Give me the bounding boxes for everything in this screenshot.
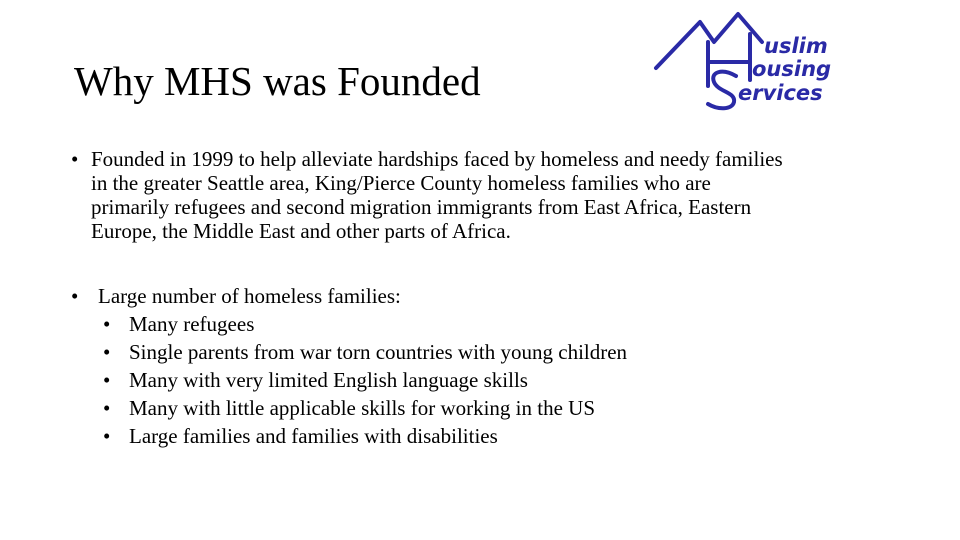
muslim-housing-services-logo — [652, 6, 872, 116]
bullet-text: Founded in 1999 to help alleviate hardships faced by homeless and needy families in the greater Seattle area, King/Pierce County homeless families who are primarily refugees and second migration immigrants from East Africa, Eastern Europe, the Middle East and other parts of Africa. — [91, 147, 783, 243]
sub-bullet-marker: • — [103, 312, 111, 336]
logo-line-1: uslim — [764, 34, 828, 58]
sub-bullet-text: Large families and families with disabilities — [129, 424, 498, 448]
sub-bullet-marker: • — [103, 396, 111, 420]
bullet-text: Large number of homeless families: — [98, 284, 401, 308]
sub-bullet-item — [103, 310, 891, 338]
slide-title: Why MHS was Founded — [74, 58, 481, 104]
logo-line-2: ousing — [752, 57, 832, 81]
sub-bullet-item — [103, 422, 891, 450]
bullet-homeless-families — [71, 282, 891, 450]
sub-bullet-text: Many with little applicable skills for working in the US — [129, 396, 596, 420]
bullet-marker: • — [71, 284, 79, 308]
sub-bullet-text: Many refugees — [129, 312, 255, 336]
sub-bullet-text: Single parents from war torn countries with young children — [129, 340, 628, 364]
logo-line-3: ervices — [738, 81, 823, 105]
sub-bullet-item — [103, 366, 891, 394]
sub-bullet-text: Many with very limited English language skills — [129, 368, 528, 392]
sub-bullet-marker: • — [103, 368, 111, 392]
sub-bullet-item — [103, 394, 891, 422]
sub-bullet-list — [103, 310, 891, 450]
sub-bullet-marker: • — [103, 424, 111, 448]
bullet-marker: • — [71, 147, 79, 171]
sub-bullet-item — [103, 338, 891, 366]
bullet-founded — [71, 147, 891, 243]
sub-bullet-marker: • — [103, 340, 111, 364]
